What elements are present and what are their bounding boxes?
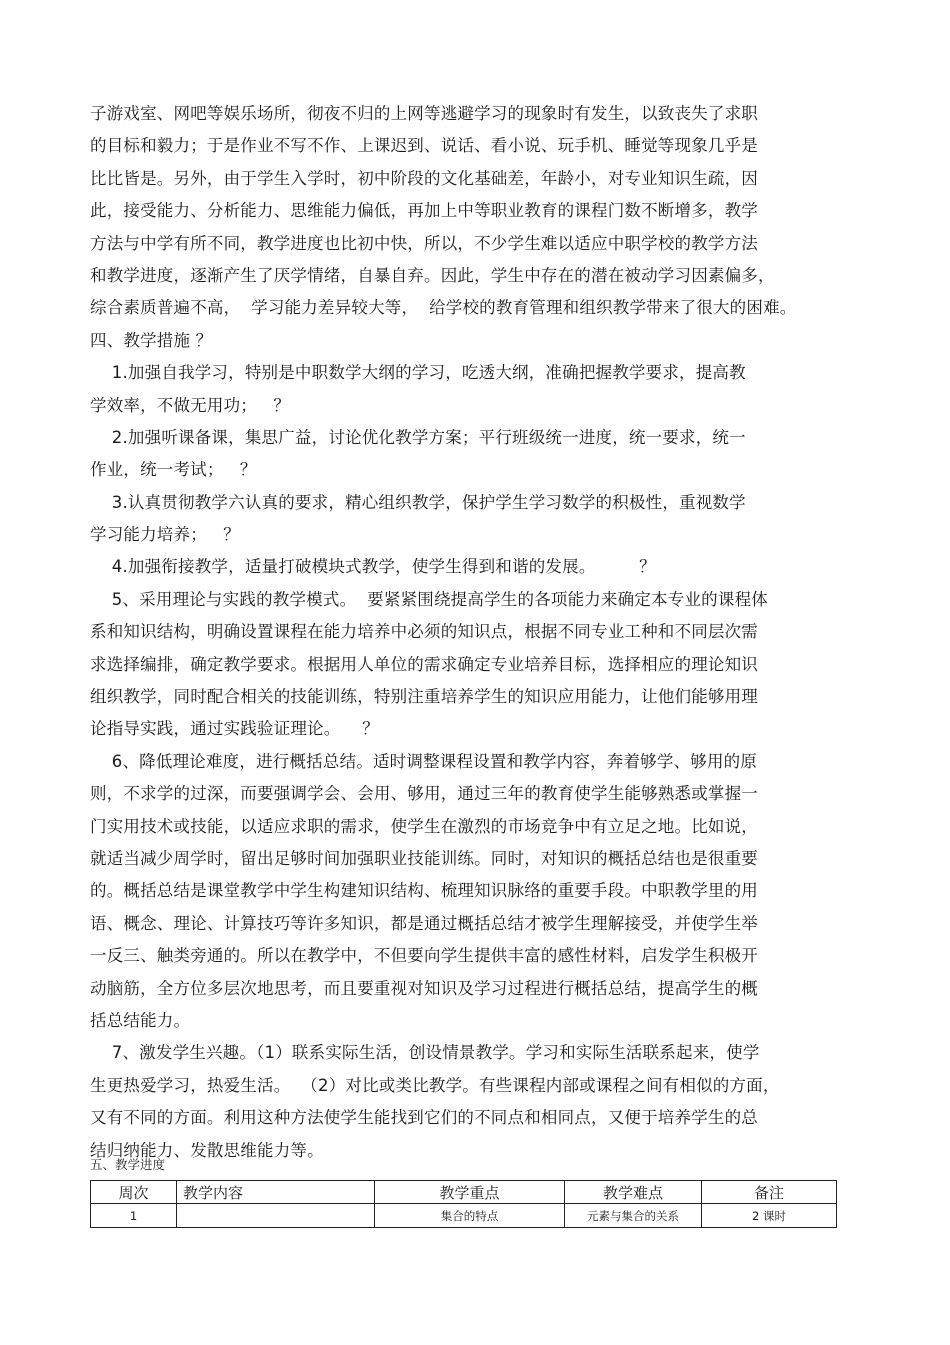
text-line: 方法与中学有所不同，教学进度也比初中快，所以，不少学生难以适应中职学校的教学方法 bbox=[90, 233, 758, 253]
text-line: 生更热爱学习，热爱生活。 （2）对比或类比教学。有些课程内部或课程之间有相似的方面， bbox=[90, 1075, 780, 1095]
cell-difficulties: 元素与集合的关系 bbox=[565, 1204, 702, 1228]
text-line: 系和知识结构，明确设置课程在能力培养中必须的知识点，根据不同专业工种和不同层次需 bbox=[90, 622, 758, 642]
text-line: 学习能力培养； ？ bbox=[90, 525, 240, 545]
text-line: 6、降低理论难度，进行概括总结。适时调整课程设置和教学内容，奔着够学、够用的原 bbox=[90, 751, 758, 771]
text-line: 比比皆是。另外，由于学生入学时，初中阶段的文化基础差，年龄小，对专业知识生疏，因 bbox=[90, 168, 758, 188]
text-line: 论指导实践，通过实践验证理论。 ？ bbox=[90, 719, 379, 739]
text-line: 的。概括总结是课堂教学中学生构建知识结构、梳理知识脉络的重要手段。中职教学里的用 bbox=[90, 881, 758, 901]
text-line: 求选择编排，确定教学要求。根据用人单位的需求确定专业培养目标，选择相应的理论知识 bbox=[90, 654, 758, 674]
text-line: 的目标和毅力；于是作业不写不作、上课迟到、说话、看小说、玩手机、睡觉等现象几乎是 bbox=[90, 136, 758, 156]
text-line: 和教学进度，逐渐产生了厌学情绪，自暴自弃。因此，学生中存在的潜在被动学习因素偏多， bbox=[90, 265, 775, 285]
text-line: 学效率，不做无用功； ？ bbox=[90, 395, 291, 415]
text-line: 动脑筋，全方位多层次地思考，而且要重视对知识及学习过程进行概括总结，提高学生的概 bbox=[90, 978, 758, 998]
text-line: 组织教学，同时配合相关的技能训练，特别注重培养学生的知识应用能力，让他们能够用理 bbox=[90, 687, 758, 707]
text-line: 3.认真贯彻教学六认真的要求，精心组织教学，保护学生学习数学的积极性，重视数学 bbox=[90, 492, 746, 512]
text-line: 综合素质普遍不高， 学习能力差异较大等， 给学校的教育管理和组织教学带来了很大的困难。 bbox=[90, 298, 797, 318]
column-header-content: 教学内容 bbox=[177, 1181, 375, 1204]
text-line: 括总结能力。 bbox=[90, 1010, 191, 1030]
text-line: 4.加强衔接教学，适量打破模块式教学，使学生得到和谐的发展。 ？ bbox=[90, 557, 656, 577]
text-line: 结归纳能力、发散思维能力等。 bbox=[90, 1140, 324, 1160]
text-line: 语、概念、理论、计算技巧等许多知识，都是通过概括总结才被学生理解接受，并使学生举 bbox=[90, 913, 758, 933]
text-line: 2.加强听课备课，集思广益，讨论优化教学方案；平行班级统一进度，统一要求，统一 bbox=[90, 427, 746, 447]
body-text bbox=[90, 98, 850, 1167]
text-line: 5、采用理论与实践的教学模式。 要紧紧围绕提高学生的各项能力来确定本专业的课程体 bbox=[90, 589, 768, 609]
table-row bbox=[91, 1204, 837, 1228]
schedule-table bbox=[90, 1180, 837, 1228]
text-line: 门实用技术或技能，以适应求职的需求，使学生在激烈的市场竞争中有立足之地。比如说， bbox=[90, 816, 758, 836]
text-line: 作业，统一考试； ？ bbox=[90, 460, 257, 480]
column-header-difficulties: 教学难点 bbox=[565, 1181, 702, 1204]
column-header-week: 周次 bbox=[91, 1181, 177, 1204]
text-line: 就适当减少周学时，留出足够时间加强职业技能训练。同时，对知识的概括总结也是很重要 bbox=[90, 848, 758, 868]
text-line: 子游戏室、网吧等娱乐场所，彻夜不归的上网等逃避学习的现象时有发生，以致丧失了求职 bbox=[90, 104, 758, 123]
text-line: 此，接受能力、分析能力、思维能力偏低，再加上中等职业教育的课程门数不断增多，教学 bbox=[90, 201, 758, 221]
text-line: 1.加强自我学习，特别是中职数学大纲的学习，吃透大纲，准确把握教学要求，提高教 bbox=[90, 363, 746, 383]
text-line: 一反三、触类旁通的。所以在教学中，不但要向学生提供丰富的感性材料，启发学生积极开 bbox=[90, 946, 758, 966]
table-header-row bbox=[91, 1181, 837, 1204]
cell-content bbox=[177, 1204, 375, 1228]
section-heading-measures: 四、教学措施 ？ bbox=[90, 330, 213, 350]
section-heading-schedule: 五、教学进度 bbox=[90, 1157, 166, 1172]
text-line: 7、激发学生兴趣。（1）联系实际生活，创设情景教学。学习和实际生活联系起来，使学 bbox=[90, 1043, 760, 1063]
column-header-remarks: 备注 bbox=[702, 1181, 837, 1204]
text-line: 又有不同的方面。利用这种方法使学生能找到它们的不同点和相同点，又便于培养学生的总 bbox=[90, 1108, 758, 1128]
cell-remarks: 2 课时 bbox=[702, 1204, 837, 1228]
text-line: 则，不求学的过深，而要强调学会、会用、够用，通过三年的教育使学生能够熟悉或掌握一 bbox=[90, 784, 758, 804]
column-header-key-points: 教学重点 bbox=[375, 1181, 565, 1204]
cell-key-points: 集合的特点 bbox=[375, 1204, 565, 1228]
cell-week: 1 bbox=[91, 1204, 177, 1228]
